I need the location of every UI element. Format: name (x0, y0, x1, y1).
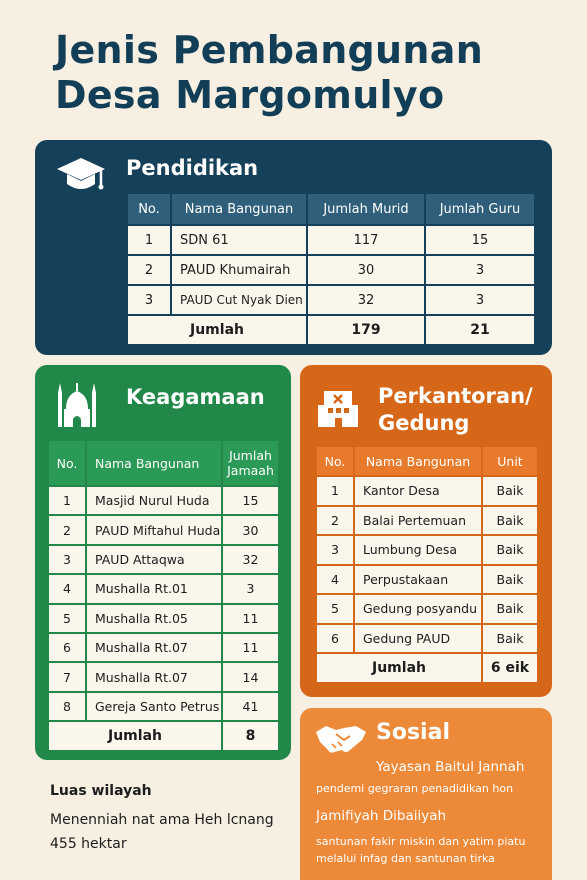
row-nama: Gedung posyandu (354, 594, 482, 624)
column-header: No. (48, 440, 86, 486)
sosial-line5: melalui infag dan santunan tirka (316, 852, 495, 865)
row-no: 6 (48, 633, 86, 662)
total-label: Jumlah (316, 653, 482, 683)
row-unit: Baik (482, 565, 538, 595)
luas-wilayah-line2: 455 hektar (50, 836, 127, 852)
total-jamaah: 8 (222, 721, 279, 750)
table-row (316, 624, 538, 654)
row-unit: Baik (482, 624, 538, 654)
row-nama: SDN 61 (171, 225, 307, 255)
row-guru: 3 (425, 285, 535, 315)
table-row (316, 594, 538, 624)
row-jamaah: 15 (222, 486, 279, 515)
row-no: 2 (127, 255, 171, 285)
column-header: Jumlah Murid (307, 193, 425, 225)
row-nama: Masjid Nurul Huda (86, 486, 222, 515)
column-header: No. (316, 446, 354, 476)
graduation-cap-icon (55, 156, 107, 196)
keagamaan-card (35, 365, 291, 760)
row-guru: 15 (425, 225, 535, 255)
column-header: No. (127, 193, 171, 225)
table-row (127, 255, 535, 285)
row-jamaah: 3 (222, 574, 279, 603)
row-nama: Balai Pertemuan (354, 506, 482, 536)
row-no: 3 (48, 545, 86, 574)
row-unit: Baik (482, 594, 538, 624)
row-no: 4 (316, 565, 354, 595)
table-row (48, 633, 279, 662)
sosial-line4: santunan fakir miskin dan yatim piatu (316, 835, 526, 848)
row-no: 5 (316, 594, 354, 624)
pendidikan-table (126, 192, 536, 346)
row-nama: Gedung PAUD (354, 624, 482, 654)
row-no: 1 (316, 476, 354, 506)
perkantoran-card (300, 365, 552, 697)
row-murid: 30 (307, 255, 425, 285)
row-nama: PAUD Attaqwa (86, 545, 222, 574)
table-row (48, 545, 279, 574)
row-jamaah: 32 (222, 545, 279, 574)
table-header-row (48, 440, 279, 486)
row-nama: Mushalla Rt.07 (86, 662, 222, 691)
table-row (316, 476, 538, 506)
row-unit: Baik (482, 476, 538, 506)
perkantoran-table (315, 445, 539, 684)
row-no: 4 (48, 574, 86, 603)
handshake-icon (314, 722, 368, 758)
table-row (316, 506, 538, 536)
luas-wilayah-line1: Menenniah nat ama Heh lcnang (50, 812, 274, 828)
row-nama: Mushalla Rt.07 (86, 633, 222, 662)
sosial-card (300, 708, 552, 880)
column-header: Jumlah Jamaah (222, 440, 279, 486)
table-header-row (316, 446, 538, 476)
row-nama: Perpustakaan (354, 565, 482, 595)
table-header-row (127, 193, 535, 225)
row-nama: Gereja Santo Petrus (86, 692, 222, 721)
row-nama: PAUD Cut Nyak Dien (171, 285, 307, 315)
row-unit: Baik (482, 506, 538, 536)
row-no: 7 (48, 662, 86, 691)
page-title (55, 28, 555, 118)
table-total-row (127, 315, 535, 345)
row-no: 2 (48, 515, 86, 544)
row-murid: 32 (307, 285, 425, 315)
office-building-icon (316, 385, 360, 429)
row-no: 2 (316, 506, 354, 536)
column-header: Nama Bangunan (354, 446, 482, 476)
row-jamaah: 14 (222, 662, 279, 691)
row-jamaah: 41 (222, 692, 279, 721)
row-unit: Baik (482, 535, 538, 565)
page-title-line1: Jenis Pembangunan (55, 28, 484, 72)
sosial-line3: Jamifiyah Dibaiiyah (316, 808, 447, 824)
row-nama: Mushalla Rt.05 (86, 604, 222, 633)
table-row (48, 486, 279, 515)
row-murid: 117 (307, 225, 425, 255)
row-nama: PAUD Khumairah (171, 255, 307, 285)
column-header: Jumlah Guru (425, 193, 535, 225)
perkantoran-heading (378, 383, 533, 437)
table-total-row (316, 653, 538, 683)
table-row (48, 574, 279, 603)
table-row (316, 535, 538, 565)
row-no: 1 (127, 225, 171, 255)
page-title-line2: Desa Margomulyo (55, 73, 445, 117)
row-no: 3 (316, 535, 354, 565)
pendidikan-heading: Pendidikan (126, 156, 259, 180)
total-label: Jumlah (127, 315, 307, 345)
total-guru: 21 (425, 315, 535, 345)
sosial-line1: Yayasan Baitul Jannah (376, 759, 525, 775)
row-guru: 3 (425, 255, 535, 285)
row-no: 6 (316, 624, 354, 654)
total-unit: 6 eik (482, 653, 538, 683)
row-no: 1 (48, 486, 86, 515)
row-nama: Kantor Desa (354, 476, 482, 506)
luas-wilayah-label: Luas wilayah (50, 783, 152, 799)
perkantoran-heading-line1: Perkantoran/ (378, 384, 533, 408)
table-row (48, 692, 279, 721)
column-header: Nama Bangunan (171, 193, 307, 225)
sosial-line2: pendemi gegraran penadidikan hon (316, 782, 514, 795)
column-header: Nama Bangunan (86, 440, 222, 486)
keagamaan-table (47, 439, 280, 752)
row-jamaah: 11 (222, 604, 279, 633)
table-row (316, 565, 538, 595)
table-row (127, 225, 535, 255)
table-total-row (48, 721, 279, 750)
row-jamaah: 11 (222, 633, 279, 662)
total-murid: 179 (307, 315, 425, 345)
table-row (48, 515, 279, 544)
table-row (48, 662, 279, 691)
pendidikan-card (35, 140, 552, 355)
keagamaan-heading: Keagamaan (126, 385, 265, 409)
perkantoran-heading-line2: Gedung (378, 411, 470, 435)
mosque-icon (53, 379, 101, 429)
row-nama: Mushalla Rt.01 (86, 574, 222, 603)
row-no: 3 (127, 285, 171, 315)
sosial-heading: Sosial (376, 720, 450, 745)
row-jamaah: 30 (222, 515, 279, 544)
table-row (48, 604, 279, 633)
column-header: Unit (482, 446, 538, 476)
row-no: 5 (48, 604, 86, 633)
row-nama: PAUD Miftahul Huda (86, 515, 222, 544)
total-label: Jumlah (48, 721, 222, 750)
table-row (127, 285, 535, 315)
row-nama: Lumbung Desa (354, 535, 482, 565)
row-no: 8 (48, 692, 86, 721)
